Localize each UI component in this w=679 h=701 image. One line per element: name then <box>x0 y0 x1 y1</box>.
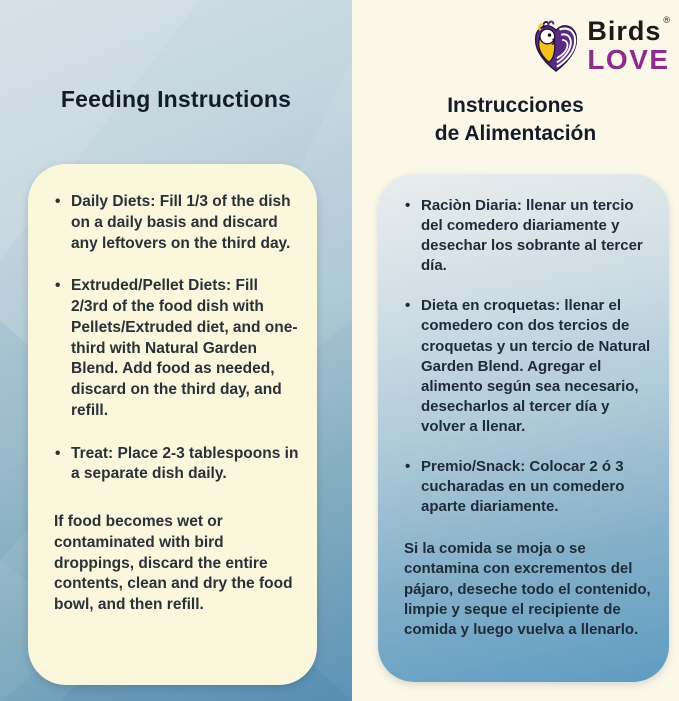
english-title: Feeding Instructions <box>60 86 292 112</box>
spanish-title <box>352 92 679 149</box>
spanish-title-line1: Instrucciones <box>447 94 584 117</box>
registered-trademark-icon: ® <box>663 15 670 25</box>
logo-wordmark <box>587 15 670 75</box>
spanish-instructions-panel <box>378 174 669 682</box>
spanish-bullet-list <box>404 196 653 517</box>
english-bullet-extruded-pellet: • Extruded/Pellet Diets: Fill 2/3rd of the food dish with Pellets/Extruded diet, and one-third with Natural Garden Blend. Add food as needed, discard on the third day, and refill. <box>54 276 299 421</box>
english-contamination-note: If food becomes wet or contaminated with bird droppings, discard the entire contents, clean and dry the food bowl, and then refill. <box>54 513 293 614</box>
spanish-bullet-racion-diaria: • Raciòn Diaria: llenar un tercio del comedero diariamente y desechar los sobrante al tercer día. <box>404 196 653 276</box>
bird-heart-icon <box>530 17 582 75</box>
spanish-contamination-note: Si la comida se moja o se contamina con excrementos del pájaro, deseche todo el contenido, limpie y seque el recipiente de comida y luego vuelva a llenarlo. <box>404 540 651 638</box>
logo-text-birds: Birds <box>587 16 662 46</box>
spanish-title-line2: de Alimentación <box>434 122 597 146</box>
spanish-section <box>352 0 679 701</box>
english-bullet-treat: • Treat: Place 2-3 tablespoons in a separate dish daily. <box>54 444 299 486</box>
english-bullet-daily-diets: • Daily Diets: Fill 1/3 of the dish on a daily basis and discard any leftovers on the third day. <box>54 192 299 254</box>
birdslove-logo <box>530 17 670 75</box>
spanish-bullet-dieta-croquetas: • Dieta en croquetas: llenar el comedero con dos tercios de croquetas y un tercio de Natural Garden Blend. Agregar el alimento según sea necesario, desecharlos al tercer día y volver a llenar. <box>404 296 653 437</box>
logo-text-love: LOVE <box>587 44 670 75</box>
spanish-bullet-premio-snack: • Premio/Snack: Colocar 2 ó 3 cucharadas en un comedero aparte diariamente. <box>404 457 653 517</box>
english-instructions-panel <box>28 164 317 685</box>
english-bullet-list <box>54 192 299 485</box>
